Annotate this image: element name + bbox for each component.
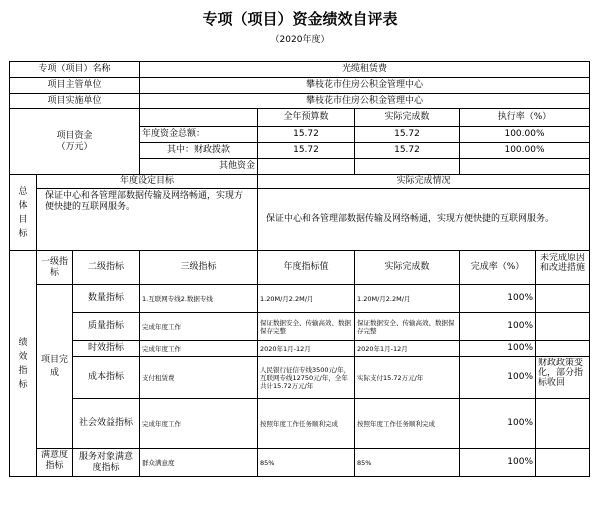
- annual-quantity: 1.20M/月2.2M/月: [258, 285, 355, 313]
- actual-cost: 实际支付15.72万元/年: [355, 357, 460, 399]
- implementer-label: 项目实施单位: [10, 94, 140, 109]
- performance-side-char: 指: [18, 365, 28, 376]
- output-label: 项目完成: [37, 285, 73, 449]
- level3-satisfaction: 群众满意度: [140, 449, 258, 477]
- performance-side-label: [10, 251, 37, 477]
- page-subtitle: （2020年度）: [270, 35, 330, 45]
- funds-header-actual: 实际完成数: [355, 109, 460, 127]
- actual-quantity: 1.20M/月2.2M/月: [355, 285, 460, 313]
- rate-timeliness: 100%: [460, 341, 536, 357]
- funds-total-label: 年度资金总额：: [140, 127, 258, 143]
- funds-label-line2: （万元）: [56, 141, 93, 152]
- funds-header-rate: 执行率（%）: [460, 109, 590, 127]
- header-level3: 三级指标: [140, 251, 258, 285]
- funds-fiscal-label: 其中：财政拨款: [140, 143, 258, 159]
- page-title: 专项（项目）资金绩效自评表: [202, 10, 398, 28]
- funds-other-budget: [258, 159, 355, 175]
- level3-quality: 完成年度工作: [140, 313, 258, 341]
- actual-satisfaction: 85%: [355, 449, 460, 477]
- header-level1: 一级指标: [37, 251, 73, 285]
- rate-satisfaction: 100%: [460, 449, 536, 477]
- funds-other-actual: [355, 159, 460, 175]
- funds-total-budget: 15.72: [258, 127, 355, 143]
- funds-total-rate: 100.00%: [460, 127, 590, 143]
- actual-social: 按照年度工作任务顺利完成: [355, 399, 460, 449]
- project-name-value: 光缆租赁费: [140, 62, 590, 78]
- annual-quality: 保证数据安全、传输高效、数据保存完整: [258, 313, 355, 341]
- level2-satisfaction: 服务对象满意度指标: [73, 449, 140, 477]
- overall-side-char: 总: [18, 186, 28, 197]
- funds-total-actual: 15.72: [355, 127, 460, 143]
- header-annual: 年度指标值: [258, 251, 355, 285]
- level3-cost: 支付租赁费: [140, 357, 258, 399]
- reason-satisfaction: [536, 449, 590, 477]
- reason-social: [536, 399, 590, 449]
- reason-cost-text: 财政政策变化，部分指标收回: [538, 357, 584, 388]
- reason-quantity: [536, 285, 590, 313]
- supervisor-value: 攀枝花市住房公积金管理中心: [140, 78, 590, 94]
- header-reason-text: 未完成原因和改进措施: [540, 252, 586, 273]
- level2-social: 社会效益指标: [73, 399, 140, 449]
- actual-result-header: 实际完成情况: [258, 175, 590, 189]
- level3-quantity: 1.互联网专线2.数据专线: [140, 285, 258, 313]
- rate-cost: 100%: [460, 357, 536, 399]
- performance-side-char: 效: [18, 351, 28, 362]
- level2-timeliness: 时效指标: [73, 341, 140, 357]
- actual-result-text: 保证中心和各管理部数据传输及网络畅通，实现方便快捷的互联网服务。: [258, 189, 590, 251]
- satisfaction-label: [37, 449, 73, 477]
- performance-side-char: 绩: [18, 337, 28, 348]
- annual-satisfaction: 85%: [258, 449, 355, 477]
- satisfaction-label-text: 满意度指标: [40, 449, 68, 471]
- overall-side-char: 目: [18, 214, 28, 225]
- actual-timeliness: 2020年1月-12月: [355, 341, 460, 357]
- rate-social: 100%: [460, 399, 536, 449]
- overall-side-label: [10, 175, 37, 251]
- annual-social: 按照年度工作任务顺利完成: [258, 399, 355, 449]
- supervisor-label: 项目主管单位: [10, 78, 140, 94]
- level3-social: 完成年度工作: [140, 399, 258, 449]
- funds-label: [10, 109, 140, 175]
- annual-cost: 人民银行征信专线3500元/年，互联网专线12750元/年，全年共计15.72万元/年: [258, 357, 355, 399]
- rate-quantity: 100%: [460, 285, 536, 313]
- funds-other-rate: [460, 159, 590, 175]
- reason-quality: [536, 313, 590, 341]
- level2-quality: 质量指标: [73, 313, 140, 341]
- reason-timeliness: [536, 341, 590, 357]
- header-level2: 二级指标: [73, 251, 140, 285]
- annual-timeliness: 2020年1月-12月: [258, 341, 355, 357]
- header-rate: 完成率（%）: [460, 251, 536, 285]
- evaluation-table: [9, 61, 590, 477]
- funds-header-blank: [140, 109, 258, 127]
- header-reason: [536, 251, 590, 285]
- project-name-label: 专项（项目）名称: [10, 62, 140, 78]
- level3-timeliness: 完成年度工作: [140, 341, 258, 357]
- funds-fiscal-rate: 100.00%: [460, 143, 590, 159]
- level2-quantity: 数量指标: [73, 285, 140, 313]
- actual-quality: 保证数据安全、传输高效、数据保存完整: [355, 313, 460, 341]
- level2-cost: 成本指标: [73, 357, 140, 399]
- funds-fiscal-budget: 15.72: [258, 143, 355, 159]
- funds-other-label: 其他资金: [140, 159, 258, 175]
- overall-side-char: 标: [18, 228, 28, 239]
- funds-fiscal-actual: 15.72: [355, 143, 460, 159]
- annual-goal-header: 年度设定目标: [37, 175, 258, 189]
- performance-side-char: 标: [18, 379, 28, 390]
- funds-header-budget: 全年预算数: [258, 109, 355, 127]
- header-actual: 实际完成数: [355, 251, 460, 285]
- funds-label-line1: 项目资金: [56, 130, 93, 141]
- reason-cost: [536, 357, 590, 399]
- rate-quality: 100%: [460, 313, 536, 341]
- overall-side-char: 体: [18, 200, 28, 211]
- implementer-value: 攀枝花市住房公积金管理中心: [140, 94, 590, 109]
- annual-goal-text: 保证中心和各管理部数据传输及网络畅通，实现方便快捷的互联网服务。: [37, 189, 258, 251]
